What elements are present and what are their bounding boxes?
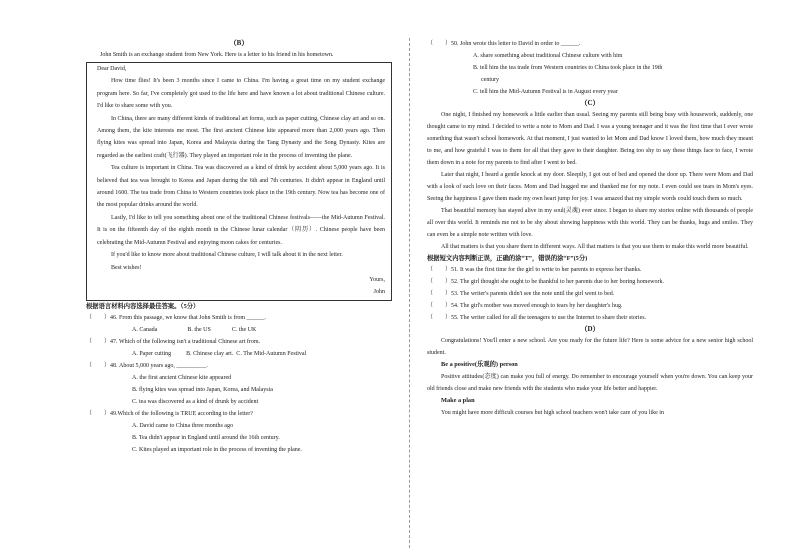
question-52: （ ）52. The girl thought she ought to be thankful to her parents due to her boring homework. <box>427 279 664 285</box>
letter-closing: Best wishes! <box>111 264 142 271</box>
letter-paragraph-2: In China, there are many different kinds of traditional art forms, such as paper cutting, Chinese clay art and so on. Among them, the kite interests me most. The first ancient Chinese kite appeared more than 2,000 years ago. Then flying kites was spread into Japan, Korea and Malaysia during the Tang Dynasty and the Song Dynasty. Kites are regarded as the earliest craft(飞行器). They played an important role in the process of inventing the plane. <box>97 115 385 159</box>
passage-d-heading-1: Be a positive(乐观的) person <box>441 361 518 368</box>
question-49-option-a: A. David came to China three months ago <box>132 422 233 429</box>
section-b-title: （B） <box>229 39 249 47</box>
passage-d-paragraph-1: Congratulations! You'll enter a new school. Are you ready for the future life? Here is some advice for a new senior high school student. <box>427 338 753 356</box>
question-48-option-c: C. tea was discovered as a kind of drunk by accident <box>132 398 259 405</box>
section-d-title: （D） <box>580 325 600 333</box>
right-column <box>427 38 753 419</box>
left-column <box>86 38 392 456</box>
column-divider <box>409 38 410 548</box>
question-47-options: A. Paper cutting B. Chinese clay art. C. The Mid-Autumn Festival <box>132 350 307 357</box>
section-c-title: （C） <box>580 99 600 107</box>
passage-c-paragraph-2: Later that night, I heard a gentle knock at my door. Sleepily, I got out of bed and opened the door up. There were Mom and Dad with a look of such love on their faces. Mom and Dad hugged me and thanked me for my note. I even could see tears in Mom's eyes. Seeing the happiness I gave them made my own heart jump for joy. I was amazed that my simple words could touch them so much. <box>427 172 753 202</box>
section-b-instruction: 根据语言材料内容选择最佳答案。（5分） <box>86 302 200 310</box>
question-48: （ ）48. About 5,000 years ago, __________. <box>86 362 208 369</box>
question-49-option-c: C. Kites played an important role in the process of inventing the plane. <box>132 446 302 453</box>
letter-box <box>86 62 392 301</box>
passage-d-paragraph-2: Positive attitudes(态度) can make you full of energy. Do remember to encourage yourself when you're down. You can keep your old friends close and make new friends with the students who make your life better and happier. <box>427 374 753 392</box>
passage-d-heading-2: Make a plan <box>441 397 475 404</box>
passage-d-paragraph-3: You might have more difficult courses but high school teachers won't take care of you like in <box>441 410 664 416</box>
question-55: （ ）55. The writer called for all the teenagers to use the Internet to share their stories. <box>427 315 647 321</box>
section-c-instruction: 根据短文内容判断正误，正确的涂“T”，错误的涂“F”(5分) <box>427 255 588 262</box>
question-51: （ ）51. It was the first time for the girl to write to her parents to express her thanks. <box>427 267 642 273</box>
question-50-option-b: B. tell him the tea trade from Western countries to China took place in the 19th <box>473 65 663 71</box>
question-53: （ ）53. The writer's parents didn't see the note until the girl went to bed. <box>427 291 615 297</box>
question-49: （ ）49.Which of the following is TRUE according to the letter? <box>86 410 253 417</box>
question-47: （ ）47. Which of the following isn't a traditional Chinese art from. <box>86 338 261 345</box>
question-50-option-c: C. tell him the Mid-Autumn Festival is in August every year <box>473 89 618 95</box>
question-46: （ ）46. From this passage, we know that John Smith is from ______. <box>86 314 266 321</box>
letter-paragraph-4: Lastly, I'd like to tell you something about one of the traditional Chinese festivals——the Mid-Autumn Festival. It is on the fifteenth day of the eighth month in the Chinese lunar calendar（阴历）. Chinese people have been celebrating the Mid-Autumn Festival and enjoying moon cakes for centuries. <box>97 214 385 246</box>
question-54: （ ）54. The girl's mother was moved enough to tears by her daughter's hug. <box>427 303 623 309</box>
letter-paragraph-1: How time flies! It's been 3 months since I came to China. I'm having a great time on my student exchange program here. So far, I've completely got used to the life here and have known a lot about traditional Chinese culture. I'd like to share some with you. <box>97 78 385 110</box>
question-48-option-a: A. the first ancient Chinese kite appeared <box>132 374 232 381</box>
passage-c-paragraph-4: All that matters is that you share them in different ways. All that matters is that you use them to make this world more beautiful. <box>441 244 749 250</box>
question-48-option-b: B. flying kites was spread into Japan, Korea, and Malaysia <box>132 386 273 393</box>
letter-signature: John <box>373 288 385 295</box>
letter-paragraph-5: If you'd like to know more about traditional Chinese culture, I will talk about it in the next letter. <box>111 252 343 259</box>
question-49-option-b: B. Tea didn't appear in England until around the 16th century. <box>132 434 280 441</box>
letter-paragraph-3: Tea culture is important in China. Tea was discovered as a kind of drink by accident about 5,000 years ago. It is believed that tea was brought to Korea and Japan during the 6th and 7th centuries. It didn't appear in England until around 1600. The tea trade from China to Western countries took place in the 19th century. Now tea has become one of the most popular drinks around the world. <box>97 165 385 209</box>
question-46-options: A. Canada B. the US C. the UK <box>132 326 257 333</box>
letter-yours: Yours, <box>369 276 385 283</box>
passage-c-paragraph-3: That beautiful memory has stayed alive in my soul(灵魂) ever since. I began to share my stories online with thousands of people all over this world. It reminds me not to be shy about showing happiness with this world. They can be thanks, hugs and smiles. They can even be a simple note written with love. <box>427 208 753 238</box>
question-50-option-a: A. share something about traditional Chinese culture with him <box>473 53 623 59</box>
letter-salutation: Dear David, <box>97 66 127 72</box>
passage-c-paragraph-1: One night, I finished my homework a little earlier than usual. Seeing my parents still being busy with housework, suddenly, one thought came to my mind. I decided to write a note to Mom and Dad. I was a young teenager and it was the first time that I ever wrote something that wasn't school homework. At that moment, I just wanted to let Mom and Dad know I loved them, how much they meant to me, and how grateful I was to them for all that they gave to their daughter. Being too shy to say these things face to face, I wrote them down in a note for my parents to find after I went to bed. <box>427 112 753 166</box>
question-50-option-b-continued: century <box>481 77 499 83</box>
passage-b-intro: John Smith is an exchange student from New York. Here is a letter to his friend in his hometown. <box>100 52 334 58</box>
question-50: （ ）50. John wrote this letter to David in order to ______. <box>427 41 581 47</box>
